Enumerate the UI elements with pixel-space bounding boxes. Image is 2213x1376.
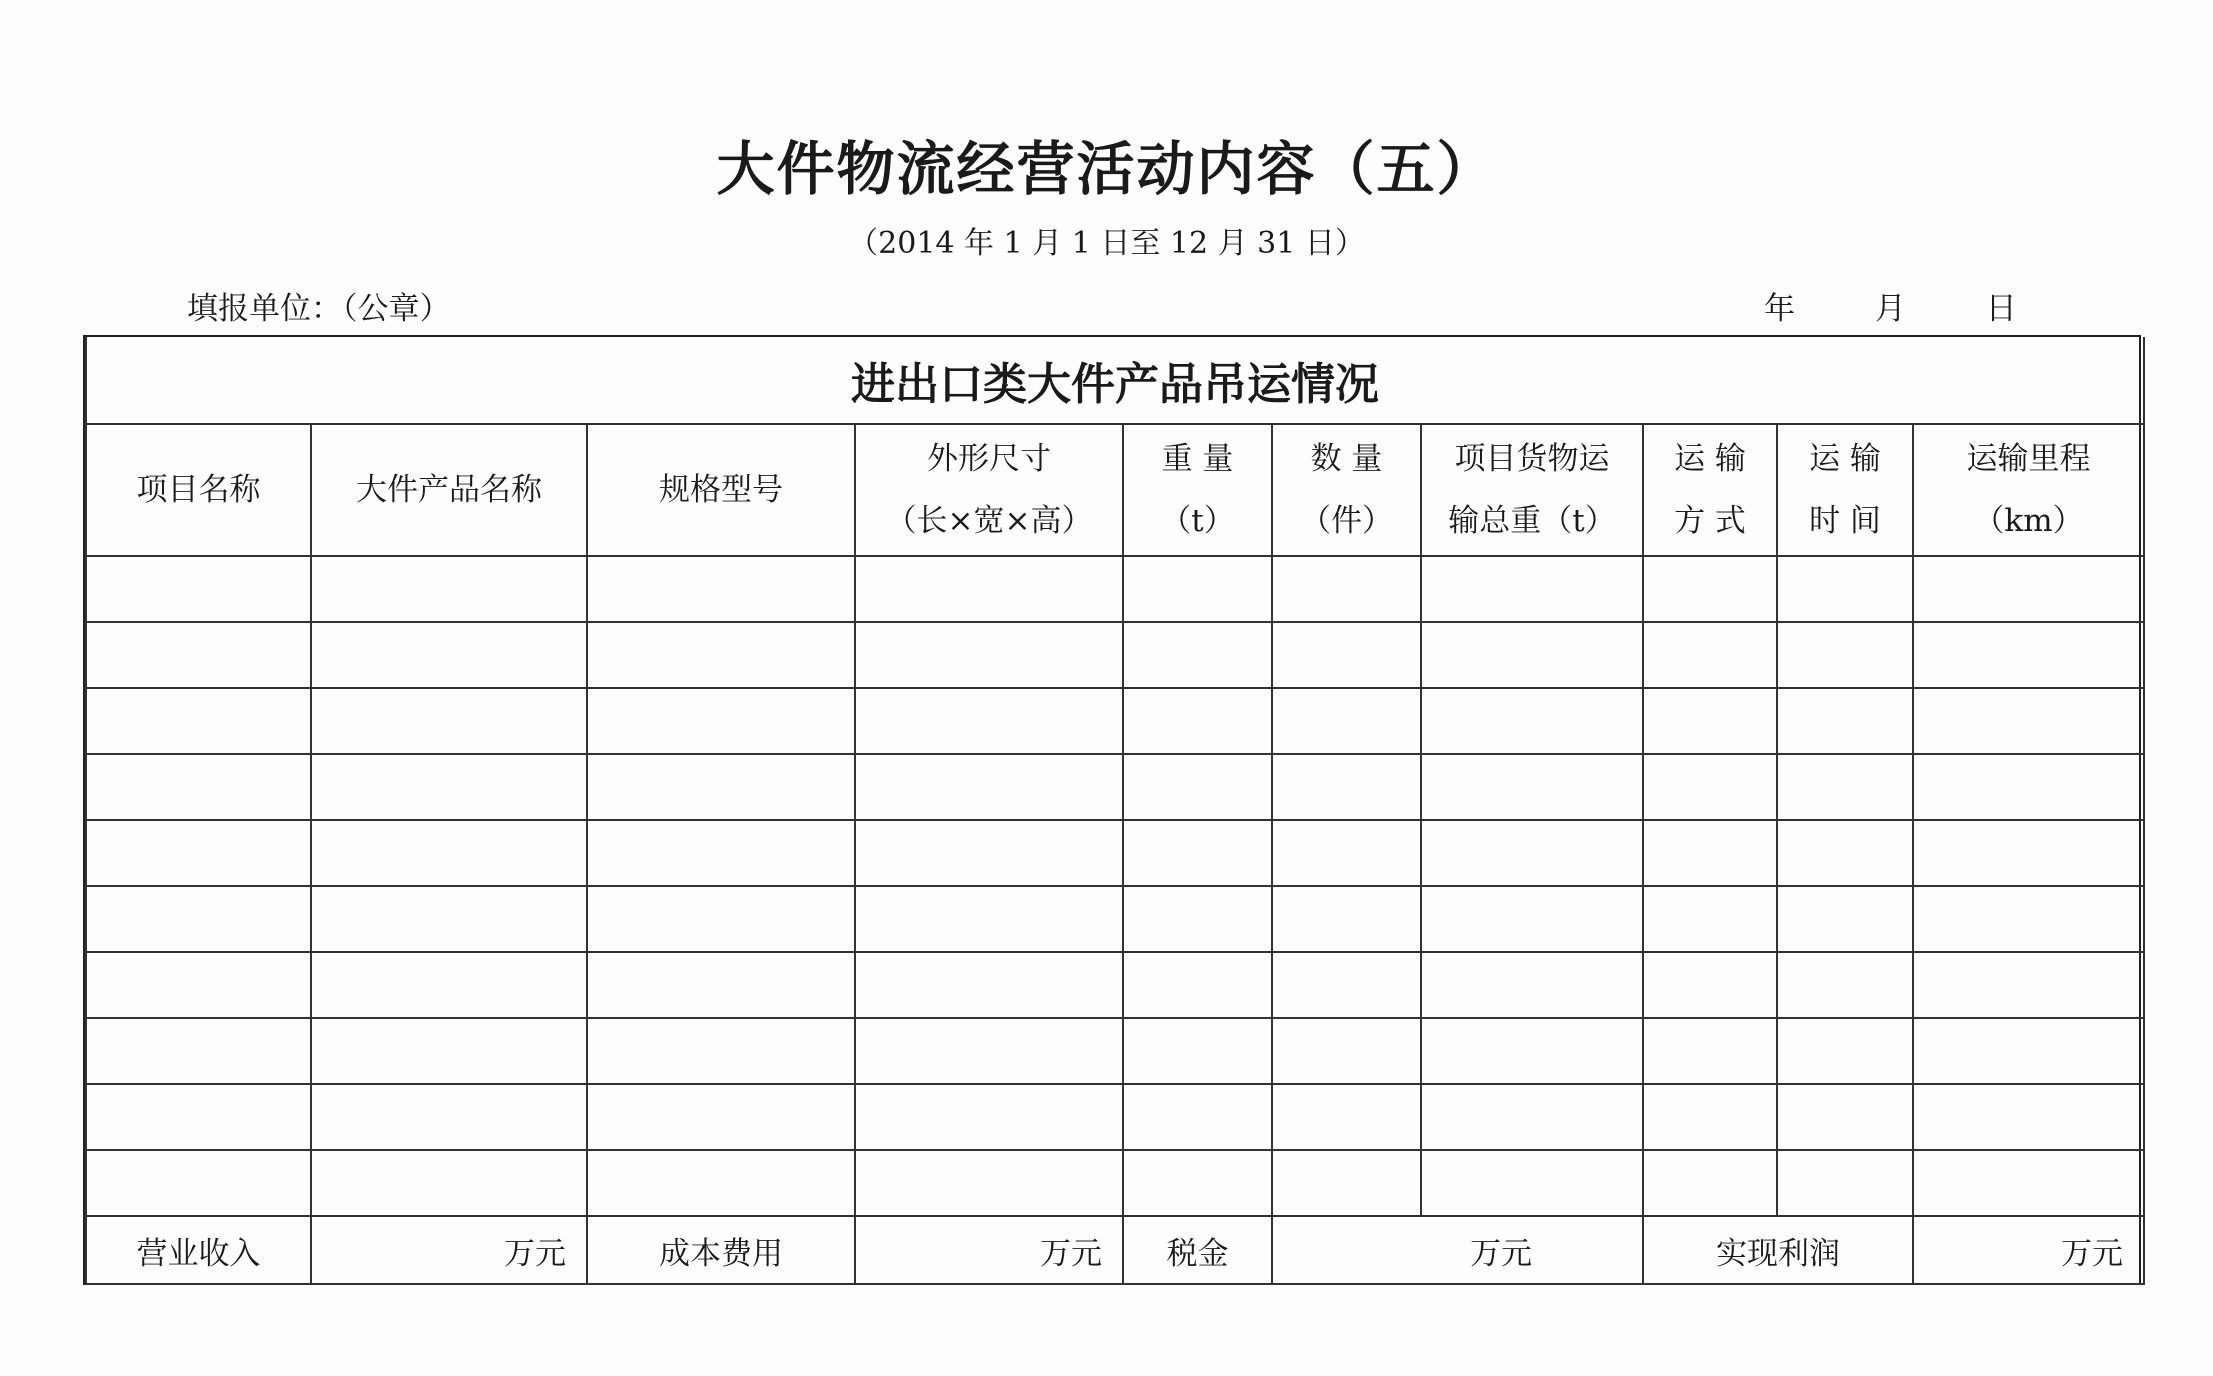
table-cell[interactable] xyxy=(86,622,311,688)
table-row xyxy=(86,1150,2144,1216)
profit-unit: 万元 xyxy=(2061,1235,2123,1272)
day-label: 日 xyxy=(1985,291,2017,327)
table-cell[interactable] xyxy=(311,688,587,754)
month-label: 月 xyxy=(1874,291,1906,327)
table-cell[interactable] xyxy=(587,886,855,952)
table-cell[interactable] xyxy=(1272,754,1421,820)
table-cell[interactable] xyxy=(1421,1150,1643,1216)
table-cell[interactable] xyxy=(1421,688,1643,754)
table-row xyxy=(86,556,2144,622)
table-cell[interactable] xyxy=(1123,820,1272,886)
table-cell[interactable] xyxy=(587,688,855,754)
table-cell[interactable] xyxy=(1643,886,1777,952)
table-cell[interactable] xyxy=(86,688,311,754)
header-cell: 数 量 （件） xyxy=(1272,424,1421,556)
table-cell[interactable] xyxy=(1123,1150,1272,1216)
tax-label: 税金 xyxy=(1123,1216,1272,1284)
table-cell[interactable] xyxy=(1272,1018,1421,1084)
table-cell[interactable] xyxy=(1272,688,1421,754)
table-cell[interactable] xyxy=(855,952,1123,1018)
table-cell[interactable] xyxy=(1123,688,1272,754)
table-cell[interactable] xyxy=(311,1084,587,1150)
table-cell[interactable] xyxy=(1421,952,1643,1018)
table-cell[interactable] xyxy=(1777,622,1913,688)
table-cell[interactable] xyxy=(1123,754,1272,820)
table-cell[interactable] xyxy=(1777,886,1913,952)
table-cell[interactable] xyxy=(1421,886,1643,952)
table-cell[interactable] xyxy=(855,556,1123,622)
table-row xyxy=(86,754,2144,820)
table-row xyxy=(86,886,2144,952)
table-cell[interactable] xyxy=(587,952,855,1018)
table-cell[interactable] xyxy=(587,1150,855,1216)
table-cell[interactable] xyxy=(1272,820,1421,886)
table-cell[interactable] xyxy=(855,622,1123,688)
table-cell[interactable] xyxy=(311,622,587,688)
table-cell[interactable] xyxy=(855,886,1123,952)
table-cell[interactable] xyxy=(1913,556,2144,622)
table-cell[interactable] xyxy=(1913,1084,2144,1150)
table-cell[interactable] xyxy=(1777,1018,1913,1084)
table-cell[interactable] xyxy=(855,1150,1123,1216)
profit-label: 实现利润 xyxy=(1643,1216,1913,1284)
table-cell[interactable] xyxy=(1913,820,2144,886)
table-cell[interactable] xyxy=(1421,754,1643,820)
table-row xyxy=(86,1084,2144,1150)
table-row xyxy=(86,622,2144,688)
header-cell: 项目货物运 输总重（t） xyxy=(1421,424,1643,556)
section-title-row xyxy=(86,337,2144,424)
table-cell[interactable] xyxy=(1272,1084,1421,1150)
table-cell[interactable] xyxy=(855,688,1123,754)
table-cell[interactable] xyxy=(587,622,855,688)
table-cell[interactable] xyxy=(855,820,1123,886)
table-cell[interactable] xyxy=(1272,886,1421,952)
table-cell[interactable] xyxy=(1123,1084,1272,1150)
tax-unit: 万元 xyxy=(1470,1235,1532,1272)
table-row xyxy=(86,952,2144,1018)
table-cell[interactable] xyxy=(311,754,587,820)
header-cell: 项目名称 xyxy=(86,424,311,556)
table-cell[interactable] xyxy=(1123,622,1272,688)
year-label: 年 xyxy=(1764,291,1795,327)
revenue-label: 营业收入 xyxy=(86,1216,311,1284)
table-cell[interactable] xyxy=(86,1018,311,1084)
table-cell[interactable] xyxy=(1643,1018,1777,1084)
header-cell: 运 输 方 式 xyxy=(1643,424,1777,556)
table-cell[interactable] xyxy=(1643,556,1777,622)
table-row xyxy=(86,1018,2144,1084)
table-cell[interactable] xyxy=(1123,556,1272,622)
footer-row xyxy=(86,1216,2144,1284)
report-form xyxy=(83,335,2141,1285)
table-cell[interactable] xyxy=(1913,622,2144,688)
cost-unit: 万元 xyxy=(1040,1235,1102,1272)
cost-label: 成本费用 xyxy=(587,1216,855,1284)
table-cell[interactable] xyxy=(1643,688,1777,754)
tax-value-cell[interactable] xyxy=(1272,1216,1643,1284)
header-cell: 外形尺寸 （长×宽×高） xyxy=(855,424,1123,556)
table-cell[interactable] xyxy=(311,820,587,886)
table-cell[interactable] xyxy=(587,1018,855,1084)
document-title: 大件物流经营活动内容（五） xyxy=(716,135,1497,203)
table-cell[interactable] xyxy=(587,1084,855,1150)
table-cell[interactable] xyxy=(1643,952,1777,1018)
table-cell[interactable] xyxy=(86,1150,311,1216)
table-cell[interactable] xyxy=(1777,688,1913,754)
table-cell[interactable] xyxy=(86,1084,311,1150)
table-cell[interactable] xyxy=(1421,1084,1643,1150)
table-cell[interactable] xyxy=(1421,820,1643,886)
table-cell[interactable] xyxy=(1777,556,1913,622)
table-cell[interactable] xyxy=(1777,754,1913,820)
table-cell[interactable] xyxy=(1272,952,1421,1018)
table-cell[interactable] xyxy=(1272,556,1421,622)
table-cell[interactable] xyxy=(1123,952,1272,1018)
table-cell[interactable] xyxy=(855,1084,1123,1150)
table-cell[interactable] xyxy=(1643,1150,1777,1216)
revenue-value-cell[interactable] xyxy=(311,1216,587,1284)
table-cell[interactable] xyxy=(587,556,855,622)
table-cell[interactable] xyxy=(1272,622,1421,688)
table-cell[interactable] xyxy=(855,1018,1123,1084)
table-cell[interactable] xyxy=(1421,622,1643,688)
table-cell[interactable] xyxy=(587,754,855,820)
revenue-unit: 万元 xyxy=(504,1235,566,1272)
table-cell[interactable] xyxy=(311,556,587,622)
table-cell[interactable] xyxy=(311,1150,587,1216)
table-cell[interactable] xyxy=(1421,556,1643,622)
table-cell[interactable] xyxy=(1643,622,1777,688)
cost-value-cell[interactable] xyxy=(855,1216,1123,1284)
table-cell[interactable] xyxy=(1913,952,2144,1018)
table-cell[interactable] xyxy=(1643,754,1777,820)
table-cell[interactable] xyxy=(311,1018,587,1084)
table-cell[interactable] xyxy=(1913,1150,2144,1216)
table-cell[interactable] xyxy=(86,886,311,952)
table-cell[interactable] xyxy=(1123,886,1272,952)
data-rows xyxy=(86,556,2144,1216)
table-cell[interactable] xyxy=(1777,1150,1913,1216)
table-cell[interactable] xyxy=(86,754,311,820)
table-cell[interactable] xyxy=(311,952,587,1018)
table-cell[interactable] xyxy=(1123,1018,1272,1084)
report-table xyxy=(85,337,2145,1285)
header-cell: 规格型号 xyxy=(587,424,855,556)
header-cell: 运输里程 （km） xyxy=(1913,424,2144,556)
table-cell[interactable] xyxy=(1777,1084,1913,1150)
section-title: 进出口类大件产品吊运情况 xyxy=(86,337,2144,424)
table-cell[interactable] xyxy=(86,556,311,622)
header-cell: 大件产品名称 xyxy=(311,424,587,556)
table-cell[interactable] xyxy=(1272,1150,1421,1216)
header-row xyxy=(86,424,2144,556)
date-labels xyxy=(1764,283,2017,328)
table-cell[interactable] xyxy=(1643,820,1777,886)
table-cell[interactable] xyxy=(587,820,855,886)
table-row xyxy=(86,820,2144,886)
table-cell[interactable] xyxy=(1913,1018,2144,1084)
table-cell[interactable] xyxy=(1913,688,2144,754)
table-cell[interactable] xyxy=(1643,1084,1777,1150)
table-cell[interactable] xyxy=(311,886,587,952)
table-cell[interactable] xyxy=(86,820,311,886)
table-cell[interactable] xyxy=(1777,952,1913,1018)
table-cell[interactable] xyxy=(1777,820,1913,886)
reporting-unit-label: 填报单位：（公章） xyxy=(187,291,451,327)
table-cell[interactable] xyxy=(1913,754,2144,820)
header-cell: 运 输 时 间 xyxy=(1777,424,1913,556)
profit-value-cell[interactable] xyxy=(1913,1216,2144,1284)
table-cell[interactable] xyxy=(1913,886,2144,952)
header-cell: 重 量 （t） xyxy=(1123,424,1272,556)
table-cell[interactable] xyxy=(86,952,311,1018)
table-row xyxy=(86,688,2144,754)
table-cell[interactable] xyxy=(1421,1018,1643,1084)
document-subtitle: （2014 年 1 月 1 日至 12 月 31 日） xyxy=(848,226,1365,261)
table-cell[interactable] xyxy=(855,754,1123,820)
